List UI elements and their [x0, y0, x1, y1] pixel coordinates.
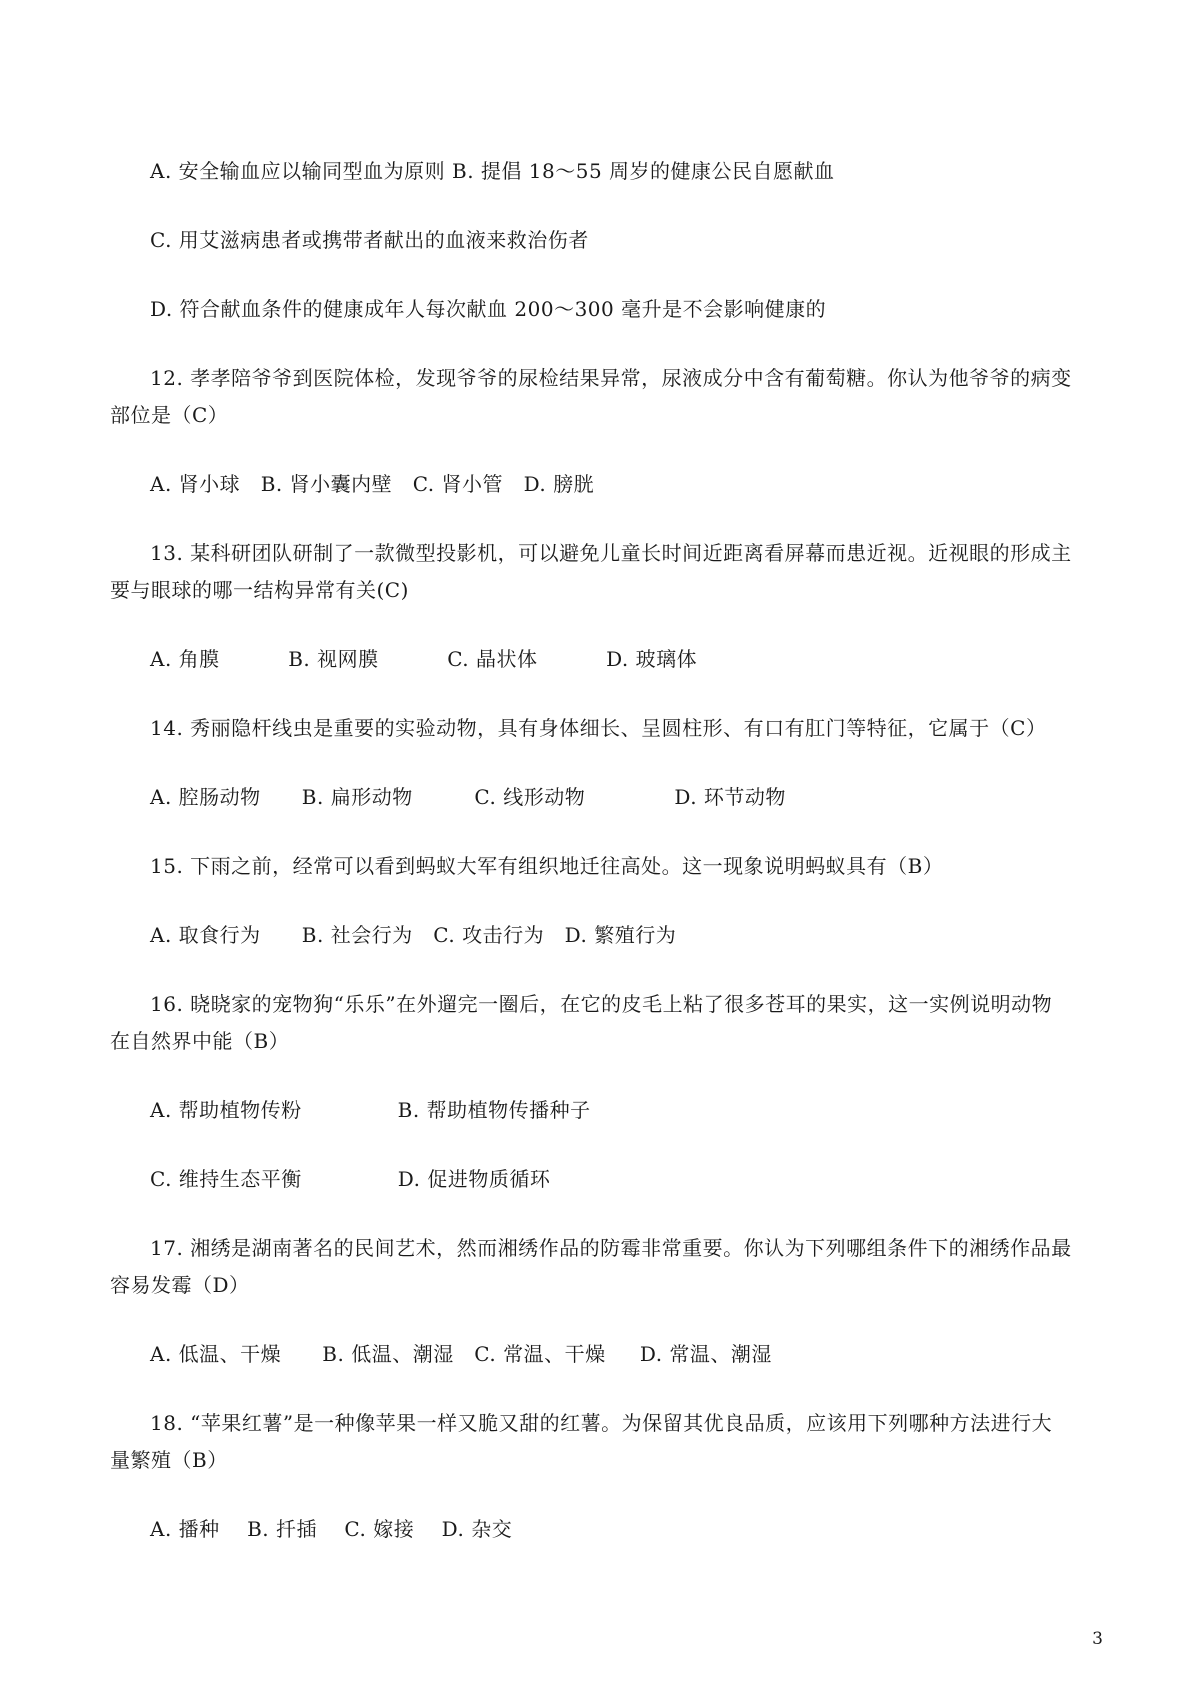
option-line: C. 用艾滋病患者或携带者献出的血液来救治伤者	[150, 228, 589, 252]
question-12-cont: 部位是（C）	[110, 403, 229, 427]
question-16-cont: 在自然界中能（B）	[110, 1029, 290, 1053]
question-15-options: A. 取食行为 B. 社会行为 C. 攻击行为 D. 繁殖行为	[150, 923, 677, 947]
question-16-options: A. 帮助植物传粉 B. 帮助植物传播种子	[150, 1098, 591, 1122]
question-13: 13. 某科研团队研制了一款微型投影机，可以避免儿童长时间近距离看屏幕而患近视。近视眼的形成主	[150, 541, 1072, 565]
question-12-options: A. 肾小球 B. 肾小囊内壁 C. 肾小管 D. 膀胱	[150, 472, 595, 496]
question-13-cont: 要与眼球的哪一结构异常有关(C)	[110, 578, 409, 602]
question-18-options: A. 播种 B. 扦插 C. 嫁接 D. 杂交	[150, 1517, 513, 1541]
question-18: 18. “苹果红薯”是一种像苹果一样又脆又甜的红薯。为保留其优良品质，应该用下列哪种方法进行大	[150, 1411, 1053, 1435]
question-16-options: C. 维持生态平衡 D. 促进物质循环	[150, 1167, 551, 1191]
question-17-cont: 容易发霉（D）	[110, 1273, 250, 1297]
option-line: A. 安全输血应以输同型血为原则 B. 提倡 18～55 周岁的健康公民自愿献血	[150, 159, 835, 183]
question-16: 16. 晓晓家的宠物狗“乐乐”在外遛完一圈后，在它的皮毛上粘了很多苍耳的果实，这一实例说明动物	[150, 992, 1053, 1016]
option-line: D. 符合献血条件的健康成年人每次献血 200～300 毫升是不会影响健康的	[150, 297, 827, 321]
question-13-options: A. 角膜 B. 视网膜 C. 晶状体 D. 玻璃体	[150, 647, 698, 671]
question-12: 12. 孝孝陪爷爷到医院体检，发现爷爷的尿检结果异常，尿液成分中含有葡萄糖。你认为他爷爷的病变	[150, 366, 1072, 390]
page-number: 3	[1092, 1629, 1103, 1649]
question-14: 14. 秀丽隐杆线虫是重要的实验动物，具有身体细长、呈圆柱形、有口有肛门等特征，它属于（C）	[150, 716, 1047, 740]
question-18-cont: 量繁殖（B）	[110, 1448, 228, 1472]
question-17-options: A. 低温、干燥 B. 低温、潮湿 C. 常温、干燥 D. 常温、潮湿	[150, 1342, 772, 1366]
question-17: 17. 湘绣是湖南著名的民间艺术，然而湘绣作品的防霉非常重要。你认为下列哪组条件下的湘绣作品最	[150, 1236, 1072, 1260]
question-15: 15. 下雨之前，经常可以看到蚂蚁大军有组织地迁往高处。这一现象说明蚂蚁具有（B）	[150, 854, 944, 878]
question-14-options: A. 腔肠动物 B. 扁形动物 C. 线形动物 D. 环节动物	[150, 785, 786, 809]
